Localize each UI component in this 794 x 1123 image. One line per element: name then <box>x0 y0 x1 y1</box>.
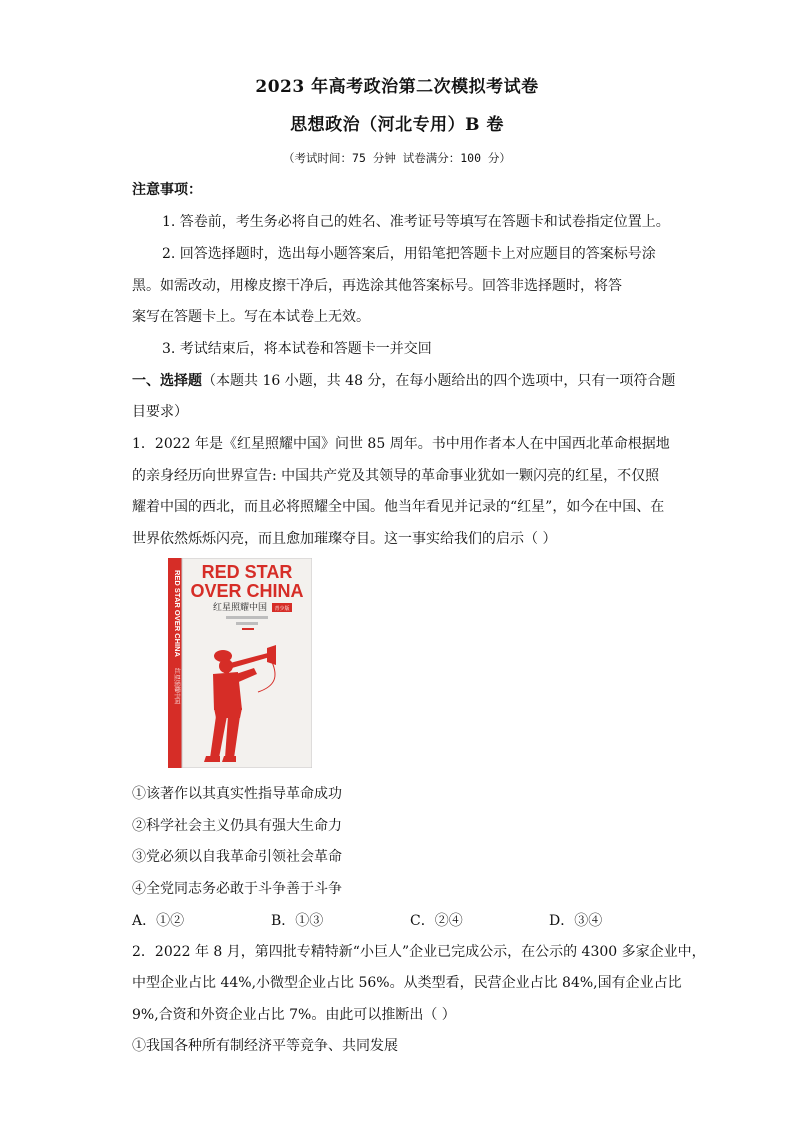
spine-title-cn: 红星照耀中国 <box>173 668 179 705</box>
q1-statement: ③党必须以自我革命引领社会革命 <box>132 849 342 865</box>
q1-statement: ②科学社会主义仍具有强大生命力 <box>132 818 342 834</box>
question-stem-line: 中型企业占比 44%,小微型企业占比 56%。从类型看，民营企业占比 84%,国有企业占比 <box>132 975 682 991</box>
question-stem-line: 耀着中国的西北，而且必将照耀全中国。他当年看见并记录的“红星”，如今在中国、在 <box>132 499 665 515</box>
q1-option-c[interactable]: C．②④ <box>410 913 463 929</box>
note-line: 案写在答题卡上。写在本试卷上无效。 <box>132 309 370 325</box>
spine-title-en: RED STAR OVER CHINA <box>173 570 182 657</box>
question-stem-line: 9%,合资和外资企业占比 7%。由此可以推断出（ ） <box>132 1007 456 1023</box>
question-stem-line: 世界依然烁烁闪亮，而且愈加璀璨夺目。这一事实给我们的启示（ ） <box>132 531 557 547</box>
note-line: 1. 答卷前，考生务必将自己的姓名、准考证号等填写在答题卡和试卷指定位置上。 <box>162 214 670 230</box>
question-stem-line: 1．2022 年是《红星照耀中国》问世 85 周年。书中用作者本人在中国西北革命根据地 <box>132 436 670 452</box>
q1-option-a[interactable]: A．①② <box>132 913 185 929</box>
cover-title-en-2: OVER CHINA <box>190 581 304 601</box>
note-line: 3. 考试结束后，将本试卷和答题卡一并交回 <box>162 341 432 357</box>
q2-statement: ①我国各种所有制经济平等竞争、共同发展 <box>132 1038 398 1054</box>
exam-subject-title: 思想政治（河北专用）B 卷 <box>290 115 504 135</box>
cover-title-en-1: RED STAR <box>201 562 293 582</box>
q1-option-b[interactable]: B．①③ <box>271 913 324 929</box>
note-line: 黑。如需改动，用橡皮擦干净后，再选涂其他答案标号。回答非选择题时，将答 <box>132 278 622 294</box>
exam-time-info: （考试时间：75 分钟 试卷满分：100 分） <box>283 151 511 165</box>
cover-edition-badge: 青少版 <box>274 606 290 612</box>
question-stem-line: 的亲身经历向世界宣告: 中国共产党及其领导的革命事业犹如一颗闪亮的红星，不仅照 <box>132 468 660 484</box>
question-stem-line: 2．2022 年 8 月，第四批专精特新“小巨人”企业已完成公示，在公示的 4300 多家企业中， <box>132 944 706 960</box>
book-cover-image <box>168 558 312 768</box>
notes-heading: 注意事项： <box>132 182 202 198</box>
q1-option-d[interactable]: D．③④ <box>549 913 603 929</box>
note-line: 2. 回答选择题时，选出每小题答案后，用铅笔把答题卡上对应题目的答案标号涂 <box>162 246 656 262</box>
q1-statement: ①该著作以其真实性指导革命成功 <box>132 786 342 802</box>
q1-statement: ④全党同志务必敢于斗争善于斗争 <box>132 881 342 897</box>
section-heading: 一、选择题 <box>132 373 202 389</box>
exam-title: 2023 年高考政治第二次模拟考试卷 <box>255 77 539 97</box>
section-description-cont: 目要求） <box>132 404 188 420</box>
q1-options <box>132 910 672 930</box>
section-description: （本题共 16 小题，共 48 分，在每小题给出的四个选项中，只有一项符合题 <box>202 373 676 389</box>
section-heading-line <box>132 371 676 391</box>
cover-title-cn: 红星照耀中国 <box>212 603 268 613</box>
